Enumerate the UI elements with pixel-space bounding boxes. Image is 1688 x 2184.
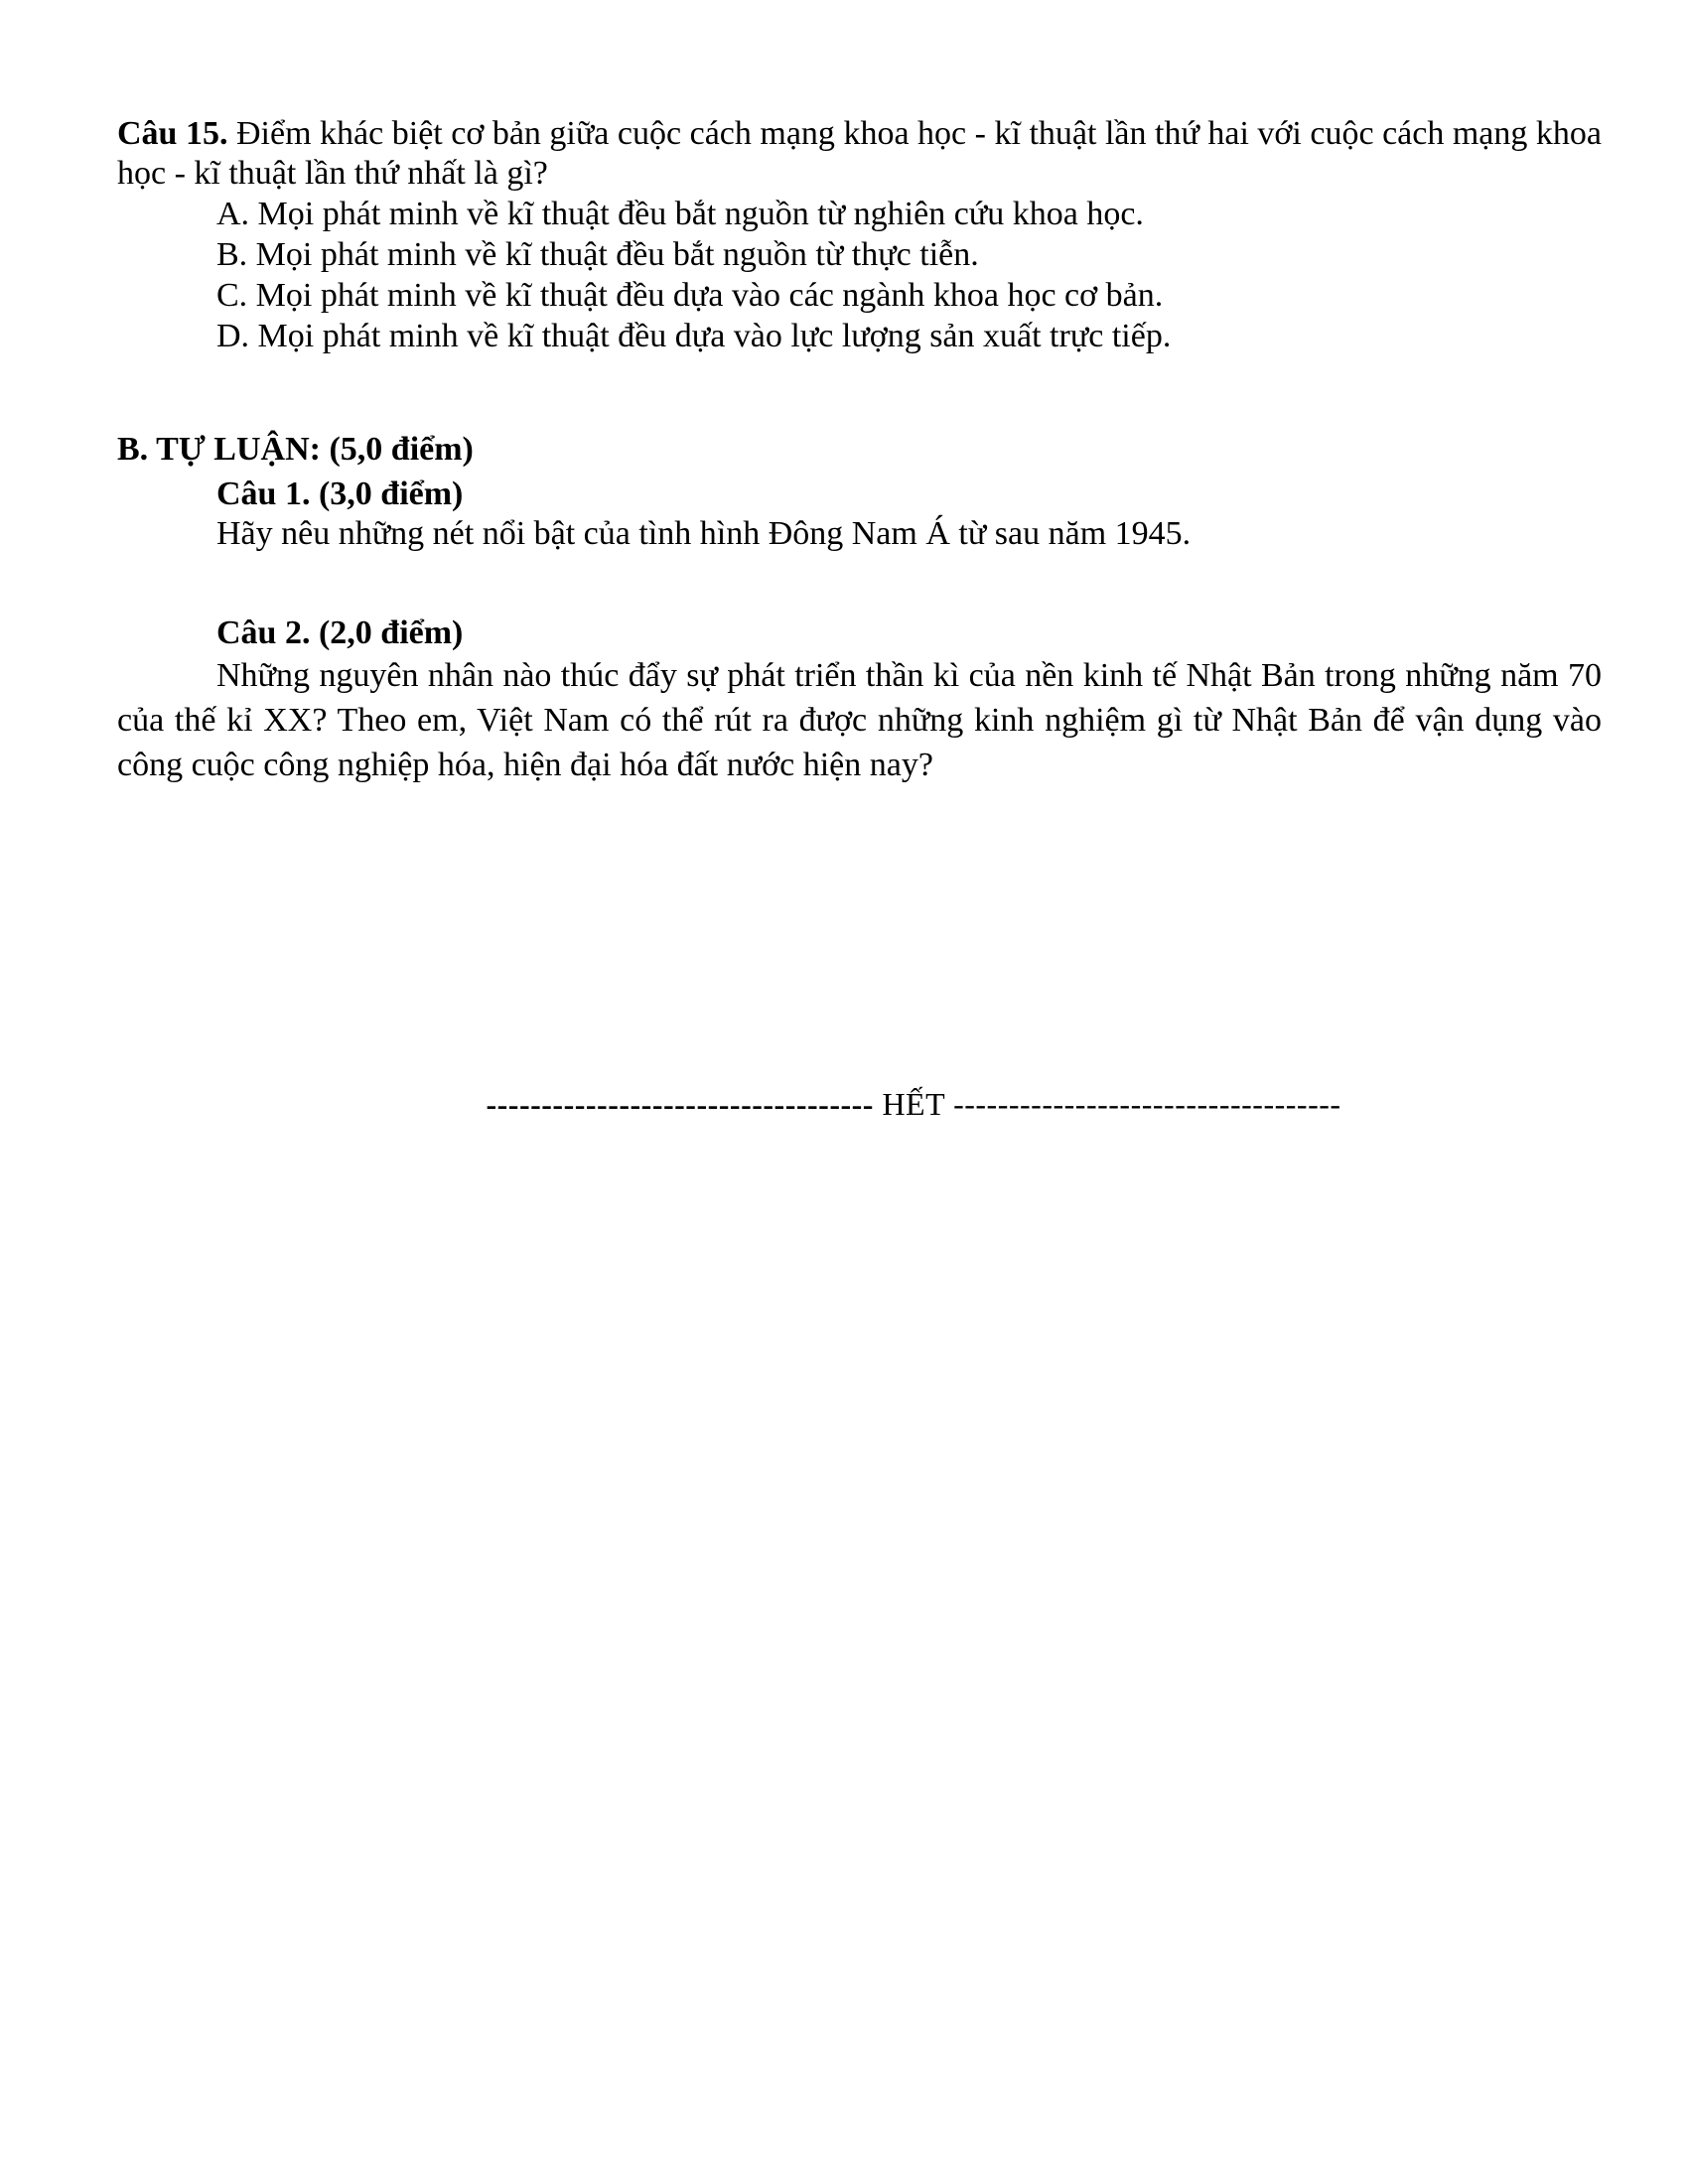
question-15-text: Điểm khác biệt cơ bản giữa cuộc cách mạng khoa học - kĩ thuật lần thứ hai với cuộc cách mạng khoa học - kĩ thuật lần thứ nhất là gì? — [117, 115, 1602, 192]
end-word: HẾT — [873, 1086, 954, 1122]
answer-options — [117, 194, 1602, 356]
question-15-stem — [117, 114, 1602, 194]
end-dash-right: ----------------------------------- — [953, 1086, 1341, 1122]
option-a: A. Mọi phát minh về kĩ thuật đều bắt nguồn từ nghiên cứu khoa học. — [216, 196, 1144, 232]
essay-question-2-text: Những nguyên nhân nào thúc đẩy sự phát triển thần kì của nền kinh tế Nhật Bản trong những năm 70 của thế kỉ XX? Theo em, Việt Nam có thể rút ra được những kinh nghiệm gì từ Nhật Bản để vận dụng vào công cuộc công nghiệp hóa, hiện đại hóa đất nước hiện nay? — [117, 657, 1602, 783]
essay-question-2-title: Câu 2. (2,0 điểm) — [216, 614, 464, 651]
essay-section-title: B. TỰ LUẬN: (5,0 điểm) — [117, 431, 474, 468]
end-marker — [0, 1084, 1688, 1124]
essay-question-1 — [117, 475, 1602, 554]
essay-question-1-text: Hãy nêu những nét nổi bật của tình hình Đông Nam Á từ sau năm 1945. — [216, 515, 1192, 552]
option-b: B. Mọi phát minh về kĩ thuật đều bắt nguồn từ thực tiễn. — [216, 236, 979, 273]
question-15 — [117, 114, 1602, 356]
essay-question-1-title: Câu 1. (3,0 điểm) — [216, 476, 464, 512]
essay-question-2 — [117, 614, 1602, 787]
option-d: D. Mọi phát minh về kĩ thuật đều dựa vào lực lượng sản xuất trực tiếp. — [216, 318, 1172, 354]
option-c: C. Mọi phát minh về kĩ thuật đều dựa vào các ngành khoa học cơ bản. — [216, 277, 1164, 314]
end-dash-left: ----------------------------------- — [486, 1086, 874, 1122]
question-15-label: Câu 15. — [117, 115, 228, 152]
